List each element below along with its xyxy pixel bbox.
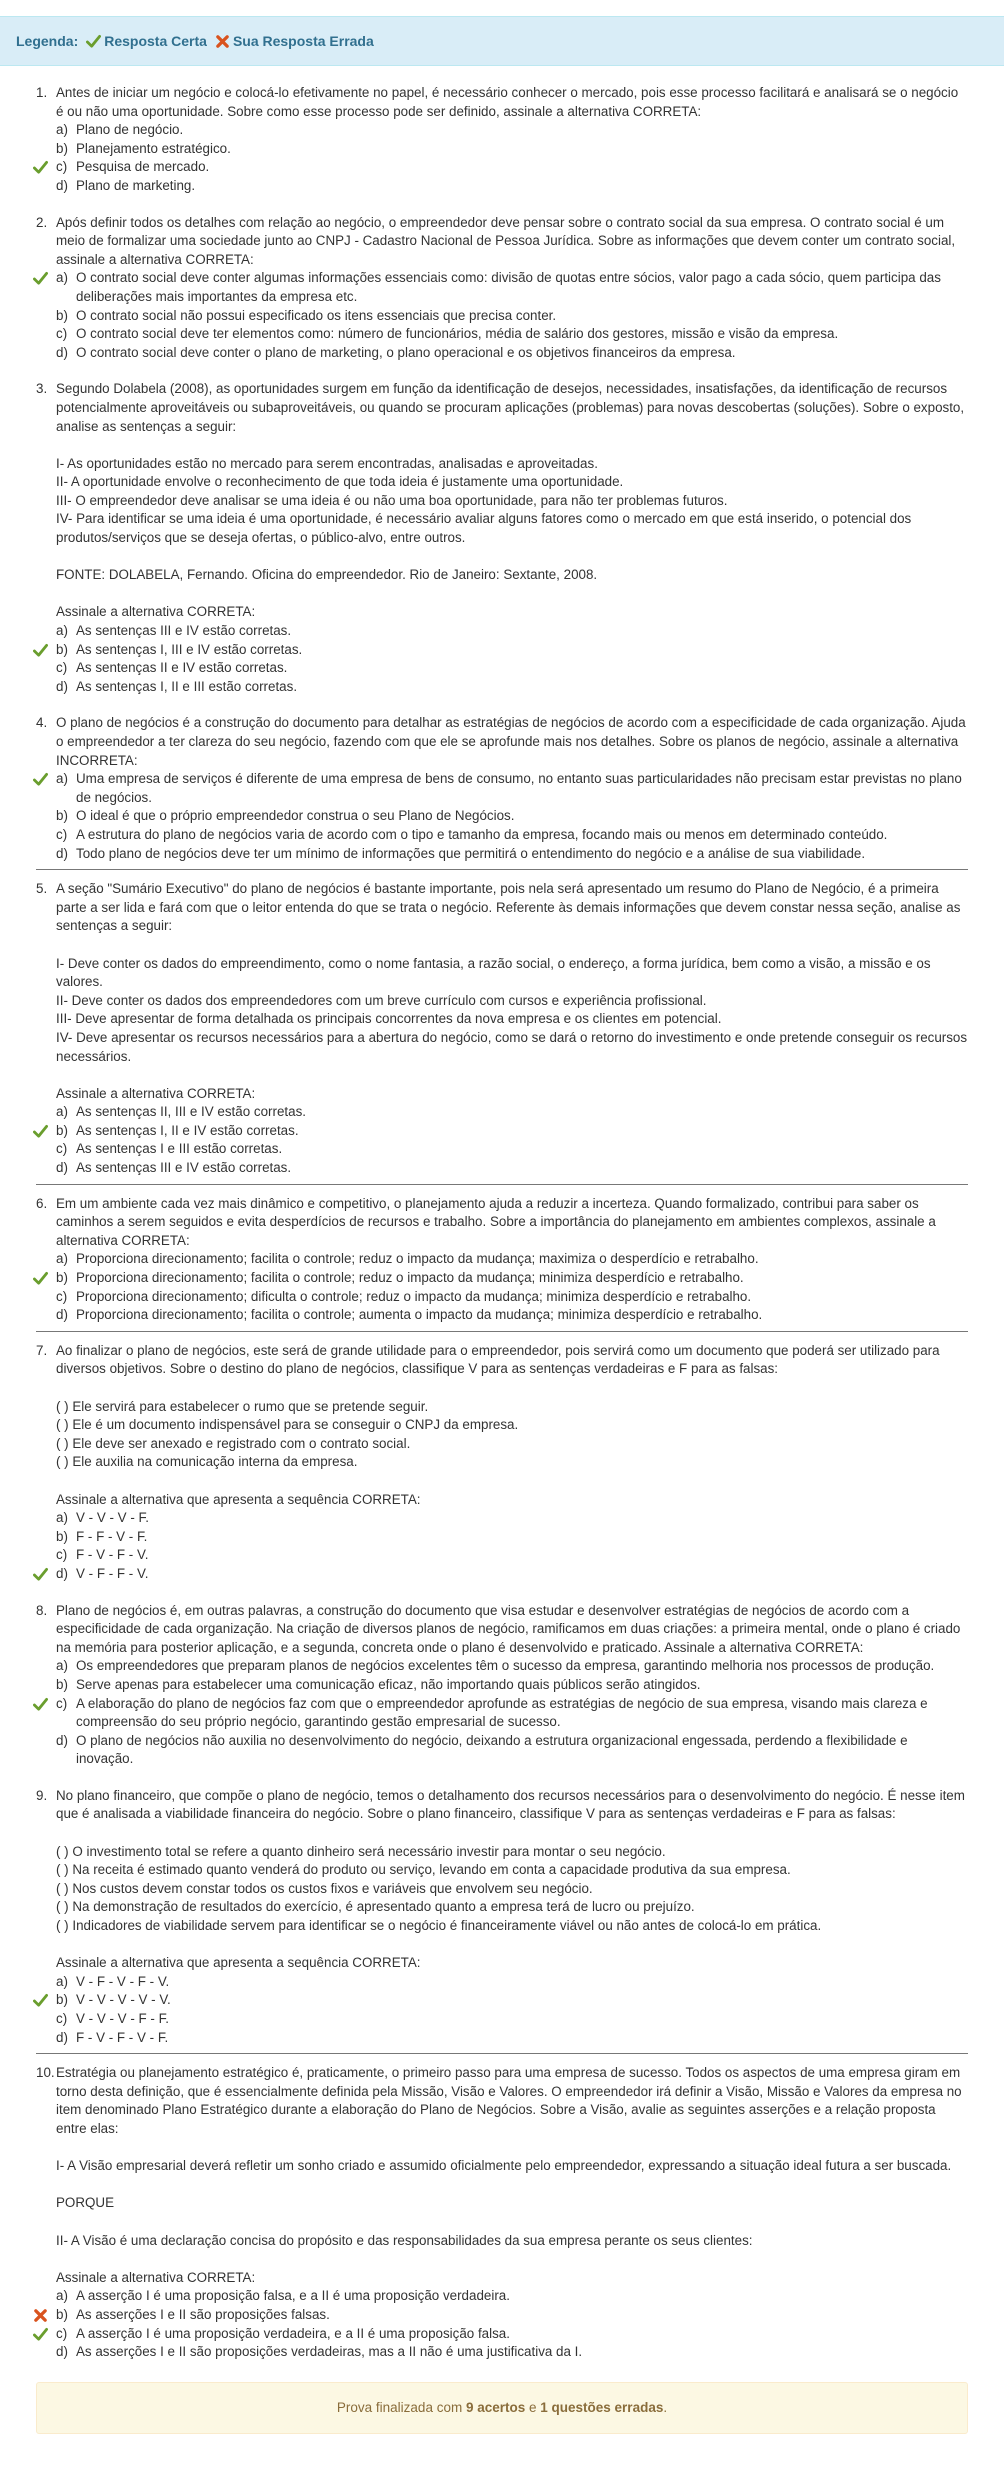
- answer-option: [56, 2287, 968, 2306]
- option-text: A elaboração do plano de negócios faz com que o empreendedor aprofunde as estratégias de negócio de sua empresa, visando mais clareza e compreensão do seu próprio negócio, garantindo gestão empresarial de sucesso.: [76, 1695, 928, 1730]
- option-letter: c): [56, 2325, 68, 2341]
- question-text: IV- Para identificar se uma ideia é uma oportunidade, é necessário avaliar alguns fatores como o mercado em que está inserido, o potencial dos produtos/serviços que se deseja ofertas, o público-alvo, entre outros.: [56, 511, 912, 546]
- result-prefix: Prova finalizada com: [336, 2400, 466, 2416]
- option-letter: b): [56, 2306, 68, 2322]
- option-text: F - F - V - F.: [76, 1528, 148, 1544]
- question-text: ( ) Ele deve ser anexado e registrado com o contrato social.: [56, 1435, 411, 1451]
- question-text: FONTE: DOLABELA, Fernando. Oficina do empreendedor. Rio de Janeiro: Sextante, 2008.: [56, 567, 598, 583]
- option-list: [56, 121, 968, 195]
- option-list: [56, 1509, 968, 1583]
- option-letter: b): [56, 307, 68, 323]
- option-text: O ideal é que o próprio empreendedor construa o seu Plano de Negócios.: [76, 808, 515, 824]
- question-number: 6.: [36, 1195, 48, 1211]
- option-text: V - F - F - V.: [76, 1565, 149, 1581]
- question-text: Ao finalizar o plano de negócios, este será de grande utilidade para o empreendedor, pois servirá como um documento que poderá ser utilizado para diversos objetivos. Sobre o destino do plano de negócios, classifique V para as sentenças verdadeiras e F para as falsas:: [56, 1342, 940, 1377]
- option-list: [56, 1973, 968, 2047]
- question-list: [0, 66, 1004, 2380]
- legend-wrong-label: Sua Resposta Errada: [232, 33, 374, 49]
- question-item: [36, 84, 968, 214]
- question-number: 8.: [36, 1602, 48, 1618]
- paragraph-gap: [56, 548, 968, 567]
- option-text: As sentenças I, II e III estão corretas.: [76, 678, 298, 694]
- option-letter: c): [56, 1547, 68, 1563]
- paragraph-gap: [56, 1379, 968, 1398]
- option-letter: b): [56, 1992, 68, 2008]
- option-letter: a): [56, 1658, 68, 1674]
- answer-option: [56, 325, 968, 344]
- option-list: [56, 1250, 968, 1324]
- option-letter: a): [56, 270, 68, 286]
- option-letter: d): [56, 344, 68, 360]
- question-text: ( ) Nos custos devem constar todos os custos fixos e variáveis que envolvem seu negócio.: [56, 1880, 593, 1896]
- legend-correct: [86, 33, 207, 49]
- question-text: IV- Deve apresentar os recursos necessários para a abertura do negócio, como se dará o retorno do investimento e onde pretende conseguir os recursos necessários.: [56, 1029, 968, 1064]
- question-item: [36, 1787, 968, 2054]
- paragraph-gap: [56, 1066, 968, 1085]
- option-letter: d): [56, 678, 68, 694]
- question-item: [36, 1195, 968, 1332]
- option-letter: c): [56, 159, 68, 175]
- option-letter: d): [56, 177, 68, 193]
- option-text: O contrato social não possui especificado os itens essenciais que precisa conter.: [76, 307, 557, 323]
- question-text: Assinale a alternativa que apresenta a sequência CORRETA:: [56, 1491, 421, 1507]
- option-text: Todo plano de negócios deve ter um mínimo de informações que permitirá o entendimento do negócio e a análise de sua viabilidade.: [76, 845, 866, 861]
- option-text: F - V - F - V - F.: [76, 2029, 169, 2045]
- paragraph-gap: [56, 2250, 968, 2269]
- answer-option: [56, 1528, 968, 1547]
- answer-option: [56, 1973, 968, 1992]
- option-text: A asserção I é uma proposição falsa, e a II é uma proposição verdadeira.: [76, 2288, 510, 2304]
- option-text: O contrato social deve conter algumas informações essenciais como: divisão de quotas entre sócios, valor pago a cada sócio, quem participa das deliberações mais importantes da empresa etc.: [76, 270, 941, 304]
- question-text: I- As oportunidades estão no mercado para serem encontradas, analisadas e aproveitadas.: [56, 455, 598, 471]
- answer-option: [56, 1122, 968, 1141]
- option-text: Serve apenas para estabelecer uma comunicação eficaz, não importando quais públicos serão atingidos.: [76, 1676, 701, 1692]
- check-icon: [33, 643, 48, 658]
- option-text: Plano de marketing.: [76, 177, 196, 193]
- answer-option: [56, 269, 968, 306]
- option-letter: b): [56, 808, 68, 824]
- answer-option: [56, 2325, 968, 2344]
- question-item: [36, 380, 968, 714]
- option-text: As sentenças I, II e IV estão corretas.: [76, 1122, 299, 1138]
- question-item: [36, 2064, 968, 2380]
- question-number: 4.: [36, 715, 48, 731]
- option-list: [56, 1103, 968, 1177]
- check-icon: [33, 160, 48, 175]
- option-letter: b): [56, 140, 68, 156]
- cross-icon: [215, 34, 230, 49]
- cross-icon: [33, 2308, 48, 2323]
- answer-option: [56, 1288, 968, 1307]
- question-item: [36, 1602, 968, 1787]
- answer-option: [56, 2306, 968, 2325]
- legend-correct-label: Resposta Certa: [104, 33, 207, 49]
- result-text: [337, 2400, 667, 2415]
- option-letter: c): [56, 326, 68, 342]
- paragraph-gap: [56, 1824, 968, 1843]
- paragraph-gap: [56, 1936, 968, 1955]
- question-item: [36, 214, 968, 381]
- check-icon: [86, 34, 101, 49]
- question-text: III- O empreendedor deve analisar se uma ideia é ou não uma boa oportunidade, para não ter problemas futuros.: [56, 492, 728, 508]
- answer-option: [56, 1140, 968, 1159]
- question-number: 1.: [36, 85, 48, 100]
- question-text: Em um ambiente cada vez mais dinâmico e competitivo, o planejamento ajuda a reduzir a incerteza. Quando formalizado, contribui para saber os caminhos a serem seguidos e evita desperdícios de recursos e trabalho. Sobre a importância do planejamento em ambientes complexos, assinale a alternativa CORRETA:: [56, 1195, 936, 1248]
- question-text: II- A Visão é uma declaração concisa do propósito e das responsabilidades da sua empresa perante os seus clientes:: [56, 2232, 753, 2248]
- option-text: Plano de negócio.: [76, 122, 184, 138]
- paragraph-gap: [56, 2176, 968, 2195]
- question-text: I- Deve conter os dados do empreendimento, como o nome fantasia, a razão social, o endereço, a forma jurídica, bem como a visão, a missão e os valores.: [56, 955, 931, 990]
- check-icon: [33, 1993, 48, 2008]
- option-list: [56, 269, 968, 362]
- question-text: PORQUE: [56, 2195, 115, 2211]
- check-icon: [33, 1124, 48, 1139]
- legend-wrong: [215, 33, 374, 49]
- answer-option: [56, 826, 968, 845]
- question-text: Assinale a alternativa que apresenta a sequência CORRETA:: [56, 1955, 421, 1971]
- question-text: ( ) Na demonstração de resultados do exercício, é apresentado quanto a empresa terá de lucro ou prejuízo.: [56, 1899, 695, 1915]
- question-text: III- Deve apresentar de forma detalhada os principais concorrentes da nova empresa e os clientes em potencial.: [56, 1011, 722, 1027]
- answer-option: [56, 1159, 968, 1178]
- option-text: F - V - F - V.: [76, 1547, 149, 1563]
- question-text: Estratégia ou planejamento estratégico é, praticamente, o primeiro passo para uma empresa de sucesso. Todos os aspectos de uma empresa giram em torno desta definição, que é essencialmente definida pela Missão, Visão e Valores. O empreendedor irá definir a Visão, Missão e Valores da empresa no item denominado Plano Estratégico durante a elaboração do Plano de Negócios. Sobre a Visão, avalie as seguintes asserções e a relação proposta entre elas:: [56, 2065, 962, 2136]
- question-item: [36, 714, 968, 870]
- paragraph-gap: [56, 2213, 968, 2232]
- option-letter: d): [56, 2029, 68, 2045]
- option-text: V - F - V - F - V.: [76, 1973, 170, 1989]
- legend-label: Legenda:: [16, 33, 79, 49]
- paragraph-gap: [56, 585, 968, 604]
- option-letter: d): [56, 1732, 68, 1748]
- question-text: Após definir todos os detalhes com relação ao negócio, o empreendedor deve pensar sobre o contrato social da sua empresa. O contrato social é um meio de formalizar uma sociedade junto ao CNPJ - Cadastro Nacional de Pessoa Jurídica. Sobre as informações que devem conter um contrato social, assinale a alternativa CORRETA:: [56, 214, 956, 267]
- answer-option: [56, 1306, 968, 1325]
- option-text: Proporciona direcionamento; facilita o controle; aumenta o impacto da mudança; minimiza desperdício e retrabalho.: [76, 1307, 763, 1323]
- question-text: ( ) Ele servirá para estabelecer o rumo que se pretende seguir.: [56, 1398, 429, 1414]
- option-text: Os empreendedores que preparam planos de negócios excelentes têm o sucesso da empresa, garantindo melhoria nos processos de produção.: [76, 1658, 935, 1674]
- question-number: 2.: [36, 214, 48, 230]
- option-letter: a): [56, 623, 68, 639]
- answer-option: [56, 641, 968, 660]
- option-letter: c): [56, 1141, 68, 1157]
- question-text: Assinale a alternativa CORRETA:: [56, 1085, 256, 1101]
- answer-option: [56, 1695, 968, 1732]
- answer-option: [56, 158, 968, 177]
- question-text: II- Deve conter os dados dos empreendedores com um breve currículo com cursos e experiência profissional.: [56, 992, 707, 1008]
- answer-option: [56, 2029, 968, 2048]
- option-text: Proporciona direcionamento; dificulta o controle; reduz o impacto da mudança; minimiza desperdício e retrabalho.: [76, 1288, 752, 1304]
- option-list: [56, 1657, 968, 1769]
- option-letter: c): [56, 1695, 68, 1711]
- answer-option: [56, 659, 968, 678]
- result-middle: e: [525, 2400, 541, 2416]
- answer-option: [56, 1103, 968, 1122]
- answer-option: [56, 1676, 968, 1695]
- check-icon: [33, 1271, 48, 1286]
- option-text: As sentenças I e III estão corretas.: [76, 1141, 283, 1157]
- answer-option: [56, 678, 968, 697]
- option-letter: b): [56, 1528, 68, 1544]
- option-letter: d): [56, 1565, 68, 1581]
- option-letter: a): [56, 2288, 68, 2304]
- question-text: ( ) Ele auxilia na comunicação interna da empresa.: [56, 1454, 358, 1470]
- option-text: As sentenças I, III e IV estão corretas.: [76, 641, 303, 657]
- question-number: 7.: [36, 1342, 48, 1358]
- option-text: As sentenças II, III e IV estão corretas.: [76, 1104, 306, 1120]
- answer-option: [56, 1657, 968, 1676]
- option-text: V - V - V - F.: [76, 1510, 149, 1526]
- option-letter: b): [56, 641, 68, 657]
- option-letter: a): [56, 1973, 68, 1989]
- option-text: V - V - V - V - V.: [76, 1992, 171, 2008]
- check-icon: [33, 1697, 48, 1712]
- option-text: As asserções I e II são proposições verdadeiras, mas a II não é uma justificativa da I.: [76, 2344, 583, 2360]
- question-text: I- A Visão empresarial deverá refletir um sonho criado e assumido oficialmente pelo empreendedor, expressando a situação ideal futura a ser buscada.: [56, 2158, 952, 2174]
- option-letter: c): [56, 1288, 68, 1304]
- paragraph-gap: [56, 936, 968, 955]
- check-icon: [33, 2327, 48, 2342]
- question-item: [36, 880, 968, 1185]
- option-text: Proporciona direcionamento; facilita o controle; reduz o impacto da mudança; maximiza o desperdício e retrabalho.: [76, 1251, 759, 1267]
- answer-option: [56, 307, 968, 326]
- answer-option: [56, 121, 968, 140]
- option-text: Uma empresa de serviços é diferente de uma empresa de bens de consumo, no entanto suas particularidades não precisam estar previstas no plano de negócios.: [76, 771, 962, 805]
- answer-option: [56, 1269, 968, 1288]
- question-number: 5.: [36, 881, 48, 897]
- question-text: No plano financeiro, que compõe o plano de negócio, temos o detalhamento dos recursos necessários para o desenvolvimento do negócio. É nesse item que é analisada a viabilidade financeira do negócio. Sobre o plano financeiro, classifique V para as sentenças verdadeiras e F para as falsas:: [56, 1787, 965, 1822]
- question-number: 3.: [36, 381, 48, 397]
- page: [0, 16, 1004, 2434]
- answer-option: [56, 770, 968, 807]
- answer-option: [56, 344, 968, 363]
- paragraph-gap: [56, 436, 968, 455]
- answer-option: [56, 1991, 968, 2010]
- option-letter: a): [56, 1510, 68, 1526]
- answer-option: [56, 140, 968, 159]
- question-text: Antes de iniciar um negócio e colocá-lo efetivamente no papel, é necessário conhecer o mercado, pois esse processo facilitará e analisará se o negócio é ou não uma oportunidade. Sobre como esse processo pode ser definido, assinale a alternativa CORRETA:: [56, 85, 959, 119]
- question-text: ( ) Na receita é estimado quanto venderá do produto ou serviço, levando em conta a capacidade produtiva da sua empresa.: [56, 1862, 791, 1878]
- option-list: [56, 622, 968, 696]
- answer-option: [56, 807, 968, 826]
- option-letter: b): [56, 1270, 68, 1286]
- option-letter: c): [56, 826, 68, 842]
- question-text: Plano de negócios é, em outras palavras, a construção do documento que visa estudar e desenvolver estratégias de negócios de acordo com a especificidade de cada organização. Na criação de diversos planos de negócio, ramificamos em duas criações: a primeira mental, onde o plano é criado na memória para posterior aplicação, e a segunda, concreta onde o plano é desenvolvido e praticado. Assinale a alternativa CORRETA:: [56, 1602, 961, 1655]
- answer-option: [56, 2010, 968, 2029]
- answer-option: [56, 1565, 968, 1584]
- result-suffix: .: [663, 2400, 668, 2416]
- option-list: [56, 2287, 968, 2361]
- answer-option: [56, 1509, 968, 1528]
- answer-option: [56, 1732, 968, 1769]
- question-text: Segundo Dolabela (2008), as oportunidades surgem em função da identificação de desejos, necessidades, insatisfações, da identificação de recursos potencialmente aproveitáveis ou subaproveitáveis, ou quando se procuram aplicações (problemas) para novas descobertas (soluções). Sobre o exposto, analise as sentenças a seguir:: [56, 381, 965, 434]
- question-text: O plano de negócios é a construção do documento para detalhar as estratégias de negócios de acordo com a especificidade de cada organização. Ajuda o empreendedor a ter clareza do seu negócio, fazendo com que ele se aprofunde mais nos detalhes. Sobre os planos de negócio, assinale a alternativa INCORRETA:: [56, 715, 966, 768]
- paragraph-gap: [56, 2139, 968, 2158]
- question-text: ( ) Indicadores de viabilidade servem para identificar se o negócio é financeiramente viável ou não antes de colocá-lo em prática.: [56, 1918, 822, 1934]
- answer-option: [56, 177, 968, 196]
- question-text: Assinale a alternativa CORRETA:: [56, 2269, 256, 2285]
- option-letter: d): [56, 845, 68, 861]
- wrong-word: questões erradas: [547, 2400, 664, 2416]
- option-letter: d): [56, 1307, 68, 1323]
- answer-option: [56, 1250, 968, 1269]
- option-letter: b): [56, 1676, 68, 1692]
- question-text: Assinale a alternativa CORRETA:: [56, 604, 256, 620]
- option-letter: a): [56, 771, 68, 787]
- option-text: O contrato social deve conter o plano de marketing, o plano operacional e os objetivos financeiros da empresa.: [76, 344, 736, 360]
- option-letter: a): [56, 1104, 68, 1120]
- option-letter: c): [56, 2011, 68, 2026]
- option-letter: a): [56, 1251, 68, 1267]
- option-text: Pesquisa de mercado.: [76, 159, 210, 175]
- option-text: O plano de negócios não auxilia no desenvolvimento do negócio, deixando a estrutura organizacional engessada, perdendo a flexibilidade e inovação.: [76, 1732, 908, 1767]
- check-icon: [33, 271, 48, 286]
- answer-option: [56, 1546, 968, 1565]
- result-banner: [36, 2382, 968, 2434]
- option-letter: b): [56, 1122, 68, 1138]
- option-text: As sentenças III e IV estão corretas.: [76, 1160, 292, 1176]
- answer-option: [56, 622, 968, 641]
- wrong-count: 1: [540, 2400, 548, 2416]
- question-text: ( ) Ele é um documento indispensável para se conseguir o CNPJ da empresa.: [56, 1417, 519, 1433]
- question-number: 9.: [36, 1787, 48, 1803]
- legend-bar: [0, 16, 1004, 66]
- option-letter: c): [56, 660, 68, 676]
- option-text: A estrutura do plano de negócios varia de acordo com o tipo e tamanho da empresa, focando mais ou menos em determinado conteúdo.: [76, 826, 888, 842]
- option-letter: d): [56, 2344, 68, 2360]
- paragraph-gap: [56, 1472, 968, 1491]
- option-text: As sentenças II e IV estão corretas.: [76, 660, 288, 676]
- question-text: A seção "Sumário Executivo" do plano de negócios é bastante importante, pois nela será apresentado um resumo do Plano de Negócio, é a primeira parte a ser lida e fará com que o leitor entenda do que se trata o negócio. Referente às demais informações que devem constar nessa seção, analise as sentenças a seguir:: [56, 881, 961, 934]
- question-text: ( ) O investimento total se refere a quanto dinheiro será necessário investir para montar o seu negócio.: [56, 1843, 666, 1859]
- answer-option: [56, 2343, 968, 2362]
- option-list: [56, 770, 968, 863]
- answer-option: [56, 845, 968, 864]
- option-text: V - V - V - F - F.: [76, 2011, 169, 2026]
- option-letter: d): [56, 1160, 68, 1176]
- correct-word: acertos: [473, 2400, 526, 2416]
- option-letter: a): [56, 122, 68, 138]
- correct-count: 9: [465, 2400, 474, 2416]
- check-icon: [33, 1567, 48, 1582]
- option-text: A asserção I é uma proposição verdadeira, e a II é uma proposição falsa.: [76, 2325, 510, 2341]
- option-text: As sentenças III e IV estão corretas.: [76, 623, 292, 639]
- question-text: II- A oportunidade envolve o reconhecimento de que toda ideia é justamente uma oportunidade.: [56, 474, 624, 490]
- option-text: As asserções I e II são proposições falsas.: [76, 2306, 330, 2322]
- question-item: [36, 1342, 968, 1602]
- option-text: O contrato social deve ter elementos como: número de funcionários, média de salário dos gestores, missão e visão da empresa.: [76, 326, 839, 342]
- option-text: Planejamento estratégico.: [76, 140, 231, 156]
- option-text: Proporciona direcionamento; facilita o controle; reduz o impacto da mudança; minimiza desperdício e retrabalho.: [76, 1270, 744, 1286]
- check-icon: [33, 772, 48, 787]
- question-number: 10.: [36, 2065, 55, 2081]
